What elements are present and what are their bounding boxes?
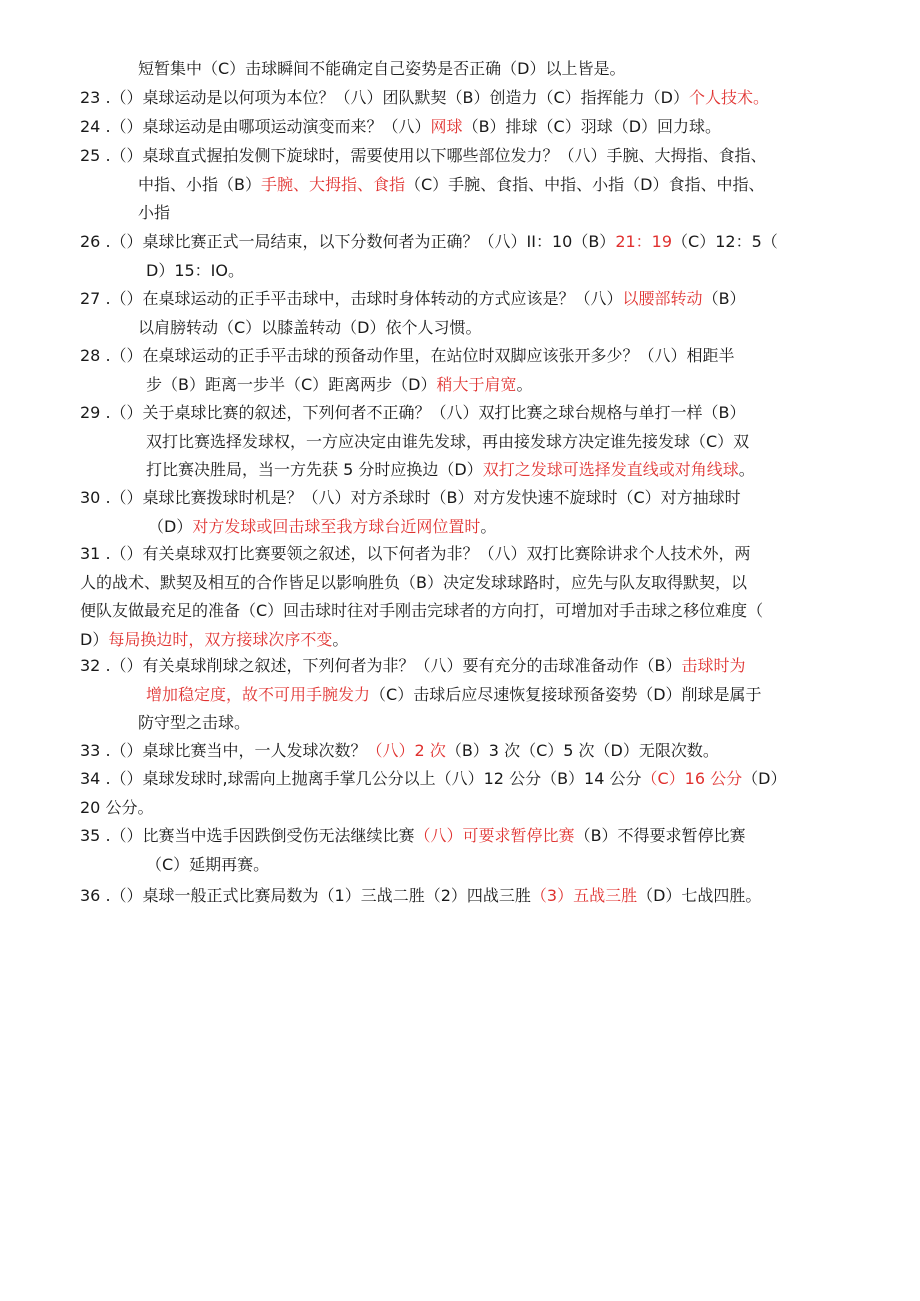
question-line [80, 882, 880, 911]
question-line [80, 822, 880, 851]
answer-text: （八）可要求暂停比赛 [414, 826, 575, 845]
question-item-q33 [80, 737, 880, 766]
question-text: 29 .（）关于桌球比赛的叙述，下列何者不正确？（八）双打比赛之球台规格与单打一样（B） [80, 403, 746, 422]
question-line [80, 569, 880, 598]
question-line [80, 652, 880, 681]
question-line [80, 428, 880, 457]
question-item-q31 [80, 540, 880, 654]
question-line [80, 142, 880, 171]
question-line [80, 737, 880, 766]
question-text: 33 .（）桌球比赛当中，一人发球次数？ [80, 741, 367, 760]
question-line [80, 113, 880, 142]
question-text: 。 [738, 460, 755, 479]
question-text: （B）3 次（C）5 次（D）无限次数。 [445, 741, 719, 760]
question-item-q26 [80, 228, 880, 285]
question-text: 28 .（）在桌球运动的正手平击球的预备动作里，在站位时双脚应该张开多少？（八）相距半 [80, 346, 735, 365]
question-text: D）15：IO。 [146, 260, 244, 280]
question-line [80, 851, 880, 880]
question-text: 。 [332, 629, 349, 649]
question-line [80, 794, 880, 823]
question-text: 27 .（）在桌球运动的正手平击球中，击球时身体转动的方式应该是？（八） [80, 289, 623, 308]
question-text: 24 .（）桌球运动是由哪项运动演变而来？（八） [80, 117, 431, 136]
question-text: 人的战术、默契及相互的合作皆足以影响胜负（B）决定发球球路时，应先与队友取得默契，以 [80, 572, 747, 592]
question-text: 小指 [138, 203, 171, 222]
question-text: （B） [702, 289, 746, 308]
question-text: 20 公分。 [80, 797, 154, 817]
question-item-q30 [80, 484, 880, 541]
answer-text: 个人技术。 [689, 88, 770, 107]
question-line [80, 681, 880, 710]
question-item-q25 [80, 142, 880, 228]
question-line [80, 342, 880, 371]
question-text: （D）七战四胜。 [637, 886, 762, 905]
question-text: 36 .（）桌球一般正式比赛局数为（1）三战二胜（2）四战三胜 [80, 886, 531, 905]
question-line [80, 199, 880, 228]
question-item-q35 [80, 822, 880, 879]
question-text: 双打比赛选择发球权，一方应决定由谁先发球，再由接发球方决定谁先接发球（C）双 [146, 431, 750, 451]
question-item-q24 [80, 113, 880, 142]
answer-text: 网球 [430, 117, 463, 136]
question-text: 35 .（）比赛当中选手因跌倒受伤无法继续比赛 [80, 826, 415, 845]
question-item-q29 [80, 399, 880, 485]
question-line [80, 597, 880, 626]
question-text: 25 .（）桌球直式握拍发侧下旋球时，需要使用以下哪些部位发力？（八）手腕、大拇指、食指、 [80, 146, 767, 165]
question-text: 便队友做最充足的准备（C）回击球时往对手刚击完球者的方向打，可增加对手击球之移位难度（ [80, 601, 764, 620]
question-line [80, 765, 880, 794]
question-text: （B）不得要求暂停比赛 [574, 826, 746, 845]
answer-text: 稍大于肩宽 [436, 374, 517, 394]
question-line [80, 314, 880, 343]
question-line [80, 285, 880, 314]
question-line [80, 257, 880, 286]
answer-text: 对方发球或回击球至我方球台近网位置时 [192, 516, 481, 536]
question-text: （B）排球（C）羽球（D）回力球。 [462, 117, 722, 136]
question-item-q28 [80, 342, 880, 399]
question-text: （C）12：5（ [672, 232, 778, 251]
answer-text: （C）16 公分 [641, 769, 743, 788]
question-text: （C）延期再赛。 [146, 854, 270, 874]
question-text: 以肩膀转动（C）以膝盖转动（D）依个人习惯。 [138, 317, 482, 337]
question-item-q36 [80, 882, 880, 911]
answer-text: 增加稳定度，故不可用手腕发力 [146, 684, 371, 704]
question-text: D） [80, 629, 109, 649]
question-line [80, 399, 880, 428]
question-text: 打比赛决胜局，当一方先获 5 分时应换边（D） [146, 460, 483, 479]
question-item-q32 [80, 652, 880, 738]
question-text: （C）击球后应尽速恢复接球预备姿势（D）削球是属于 [370, 684, 762, 704]
question-line [80, 228, 880, 257]
question-text: 。 [516, 374, 533, 394]
question-line [80, 456, 880, 485]
answer-text: 手腕、大拇指、食指 [260, 174, 405, 194]
answer-text: 21：19 [615, 232, 673, 251]
question-text: 30 .（）桌球比赛拨球时机是？（八）对方杀球时（B）对方发快速不旋球时（C）对方抽球时 [80, 488, 741, 507]
question-text: 26 .（）桌球比赛正式一局结束，以下分数何者为正确？（八）II：10（B） [80, 232, 616, 251]
question-item-q23 [80, 84, 880, 113]
question-text: （C）手腕、食指、中指、小指（D）食指、中指、 [405, 174, 765, 194]
question-line [80, 484, 880, 513]
question-line [80, 55, 880, 84]
answer-text: 每局换边时，双方接球次序不变 [108, 629, 333, 649]
question-text: （D） [742, 769, 787, 788]
question-line [80, 709, 880, 738]
question-text: 中指、小指（B） [138, 174, 261, 194]
question-text: 32 .（）有关桌球削球之叙述，下列何者为非？（八）要有充分的击球准备动作（B） [80, 656, 682, 675]
answer-text: 以腰部转动 [622, 289, 703, 308]
question-text: 23 .（）桌球运动是以何项为本位？（八）团队默契（B）创造力（C）指挥能力（D） [80, 88, 690, 107]
question-line [80, 84, 880, 113]
question-item-q27 [80, 285, 880, 342]
question-text: 防守型之击球。 [138, 713, 251, 732]
question-item-q22-tail [80, 55, 880, 84]
question-text: 31 .（）有关桌球双打比赛要领之叙述，以下何者为非？（八）双打比赛除讲求个人技术外，两 [80, 544, 751, 563]
answer-text: （3）五战三胜 [530, 886, 638, 905]
question-line [80, 626, 880, 655]
question-line [80, 371, 880, 400]
question-line [80, 540, 880, 569]
answer-text: 击球时为 [681, 656, 746, 675]
question-text: （D） [148, 516, 193, 536]
question-item-q34 [80, 765, 880, 822]
answer-text: （八）2 次 [366, 741, 446, 760]
question-text: 34 .（）桌球发球时,球需向上抛离手掌几公分以上（八）12 公分（B）14 公分 [80, 769, 642, 788]
question-text: 短暂集中（C）击球瞬间不能确定自己姿势是否正确（D）以上皆是。 [138, 59, 626, 78]
question-line [80, 171, 880, 200]
question-text: 。 [480, 516, 497, 536]
question-line [80, 513, 880, 542]
question-text: 步（B）距离一步半（C）距离两步（D） [146, 374, 437, 394]
answer-text: 双打之发球可选择发直线或对角线球 [482, 460, 739, 479]
